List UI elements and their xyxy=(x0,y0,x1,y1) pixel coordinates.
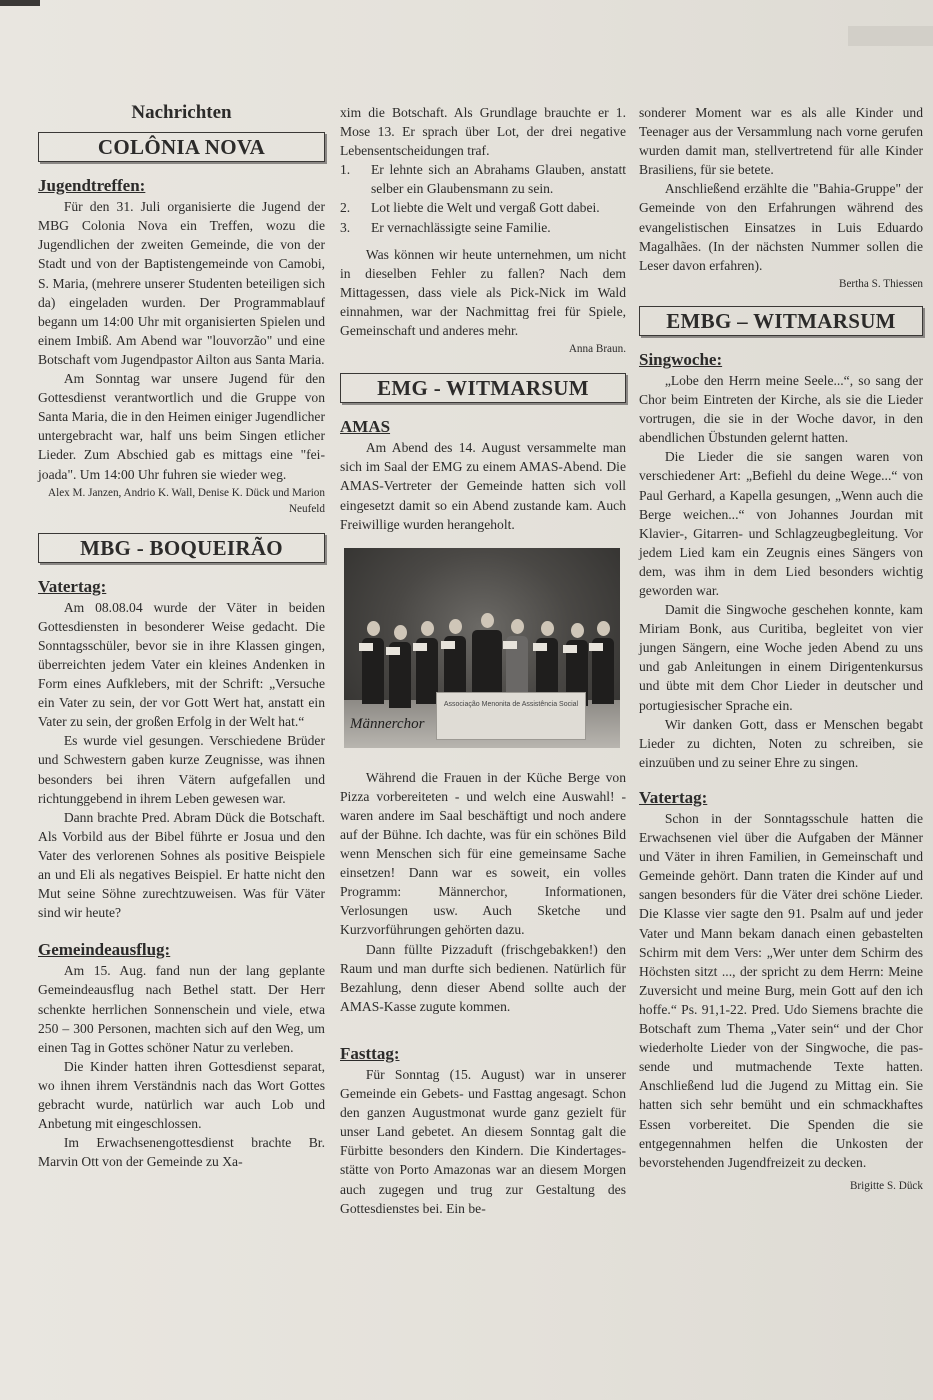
page-edge-mark xyxy=(0,0,40,6)
photo-person xyxy=(416,621,438,704)
paragraph: Am 08.08.04 wurde der Väter in beiden Gottesdiensten in besonderer Weise gedacht. Die Sonntagsschüler, bevor sie in ihre Klassen gingen, überreichten jedem Vater ein kleines Andenken in Form eines Aufklebers, mit der Schrift: „Versuche ein Vater zu sein, der vor Gott Wert hat, anstatt ein Vater zu sein, der großen Erfolg in der Welt hat.“ xyxy=(38,599,325,730)
paragraph: Schon in der Sonntagsschule hatten die Erwachsenen viel über die Aufgaben der Männer und Väter in ihren Familien, in Gemeinschaft und Gemeinde gehört. Dann traten die Kinder auf und sangen besonders für die Väter drei schöne Lieder. Die Klasse vier sagte den 91. Psalm auf und jeder Vater und Mann bekam danach einen gebastelten Schirm mit dem Vers: „Wer unter dem Schirm des Höchsten sitzt ..., der spricht zu dem Herrn: Meine Zuversicht und meine Burg, mein Gott auf den ich hoffe.“ Ps. 91,1-22. Pred. Udo Siemens brachte die Botschaft zum Thema „Vater sein“ und der Chor wiederholte Lieder von der Singwoche, die passende und mutmachende Texte hatten. Anschließend lud die Jugend zu Mittag ein. Sie hatten sich sehr bemüht und ein schmackhaftes Essen vorbereitet. Die Spenden die sie entgegennahmen helfen die Unkosten der bevorstehenden Jugendfreizeit zu decken. xyxy=(639,811,923,1170)
paragraph: Anschließend erzählte die "Bahia-Gruppe" der Gemeinde von den Erfahrungen während des evangelistischen Einsatzes in Luis Eduardo Magalhães. (In der nächsten Nummer sollen die Leser davon erfahren). xyxy=(639,181,923,273)
spacer xyxy=(38,922,325,934)
boxed-heading-colonia-nova: COLÔNIA NOVA xyxy=(38,132,325,162)
spacer xyxy=(340,357,626,373)
column-3 xyxy=(639,103,923,1194)
spacer xyxy=(38,517,325,533)
photo-person xyxy=(506,619,528,702)
signature: Brigitte S. Dück xyxy=(849,1179,923,1192)
spacer xyxy=(639,292,923,306)
paragraph: Was können wir heute unternehmen, um nicht in dieselben Fehler zu fallen? Nach dem Mittagessen, dass viele als Pick-Nick im Wald einnahmen, war der Nachmittag frei für Spiele, Gemeinschaft und anderes mehr. xyxy=(340,246,626,339)
page-corner-shade xyxy=(848,26,933,46)
paragraph: Am Sonntag war unsere Jugend für den Gottesdienst verantwortlich und die Gruppe von Santa Maria, die in den Heimen einiger Jugendlicher untergebracht war, half uns beim Singen etlicher Lieder. Zum Abschied gab es mittags eine "feijoada". Um 14:00 Uhr fuhren sie wieder weg. xyxy=(38,371,325,482)
boxed-heading-boqueirao: MBG - BOQUEIRÃO xyxy=(38,533,325,563)
paragraph: Wir danken Gott, dass er Menschen begabt Lieder zu dichten, Noten zu schreiben, sie einzuüben und zu seiner Ehre zu singen. xyxy=(639,716,923,770)
signature: Bertha S. Thiessen xyxy=(839,277,923,290)
paragraph: „Lobe den Herrn meine Seele...“, so sang der Chor beim Eintreten der Kirche, als sie die Lieder vortrugen, die sie in der Woche davor, in den abendlichen Übstunden gelernt hatten. xyxy=(639,372,923,446)
list-item: 2. Lot liebte die Welt und vergaß Gott dabei. xyxy=(340,200,600,216)
photo-conductor xyxy=(472,613,502,704)
paragraph: Während die Frauen in der Küche Berge von Pizza vorbereiteten - und welch eine Auswahl! - waren andere im Saal beschäftigt und noch andere auf der Bühne. Ich dachte, was für ein schönes Bild wenn Menschen sich für eine gemeinsame Sache einsetzen! Dann war es soweit, ein volles Programm: Männerchor, Informationen, Verlosungen usw. Auch Sketche und Kurzvorführungen gehörten dazu. xyxy=(340,769,626,938)
paragraph: Am Abend des 14. August versammelte man sich im Saal der EMG zu einem AMAS-Abend. Die AMAS-Vertreter der Gemeinde hatten sich voll eingesetzt damit so ein Abend zustande kam. Auch Freiwillige wurden herangeholt. xyxy=(340,440,626,532)
photo-person xyxy=(389,625,411,708)
paragraph: Es wurde viel gesungen. Verschiedene Brüder und Schwestern gaben kurze Zeugnisse, was ihnen besonders bei ihren Vätern aufgefallen und richtunggebend in ihrem Leben gewesen war. xyxy=(38,733,325,806)
signature: Alex M. Janzen, Andrio K. Wall, Denise K. Dück und Marion Neufeld xyxy=(48,486,325,515)
paragraph: Am 15. Aug. fand nun der lang geplante Gemeindeausflug nach Bethel statt. Der Herr schenkte herrlichen Sonnenschein und viele, etwa 250 – 300 Personen, machten sich auf den Weg, um einen Tag in Gottes schöner Natur zu verleben. xyxy=(38,963,325,1055)
photo-maennerchor xyxy=(344,548,620,748)
paragraph: Damit die Singwoche geschehen konnte, kam Miriam Bonk, aus Curitiba, begleitet von vier jungen Sängern, eine Woche jeden Abend zu uns und gab Anleitungen in einem Dirigentenkursus und übte mit dem Chor Lieder in deutscher und portugiesischer Sprache ein. xyxy=(639,602,923,713)
numbered-list xyxy=(340,160,626,236)
subheading-vatertag: Vatertag: xyxy=(38,576,107,596)
photo-caption: Männerchor xyxy=(350,715,425,732)
paragraph: Dann füllte Pizzaduft (frischgebakken!) den Raum und man durfte sich bedienen. Natürlich für Bezahlung, denn dieser Abend sollte auch der AMAS-Kasse zugute kommen. xyxy=(340,941,626,1014)
paragraph: Die Kinder hatten ihren Gottesdienst separat, wo ihnen ihrem Verständnis nach das Wort Gottes gebracht wurde, natürlich war auch Lob und Anbetung mit eingeschlossen. xyxy=(38,1058,325,1132)
spacer xyxy=(639,772,923,782)
list-item: 3. Er vernachlässigte seine Familie. xyxy=(340,219,551,235)
boxed-heading-embg-witmarsum: EMBG – WITMARSUM xyxy=(639,306,923,336)
subheading-fasttag: Fasttag: xyxy=(340,1043,400,1063)
photo-person xyxy=(444,619,466,702)
photo-person xyxy=(592,621,614,704)
boxed-heading-emg-witmarsum: EMG - WITMARSUM xyxy=(340,373,626,403)
spacer xyxy=(340,237,626,245)
subheading-singwoche: Singwoche: xyxy=(639,349,723,369)
subheading-jugendtreffen: Jugendtreffen: xyxy=(38,176,146,196)
paragraph: Für den 31. Juli organisierte die Jugend der MBG Colonia Nova ein Treffen, wozu die Jugendlichen der zweiten Gemeinde, die von der Stadt und von der Baptistengemeinde von Camobi, S. Maria, (mehrere unserer Studenten beteiligen sich da) eingeladen wurden. Der Programmablauf begann um 14:00 Uhr mit organisierten Spielen und einem Imbiß. Am Abend war "louvorzão" und eine Botschaft vom Jugendpastor Ailton aus Santa Maria. xyxy=(38,199,325,367)
subheading-amas: AMAS xyxy=(340,417,391,437)
paragraph: xim die Botschaft. Als Grundlage brauchte er 1. Mose 13. Er sprach über Lot, der drei negative Lebensentscheidungen traf. xyxy=(340,105,626,159)
subheading-vatertag-2: Vatertag: xyxy=(639,787,708,807)
column-1 xyxy=(38,100,325,1171)
section-heading: Nachrichten xyxy=(131,102,232,123)
paragraph: Die Lieder die sie sangen waren von verschiedener Art: „Befiehl du deine Wege...“ von Paul Gerhard, a Kapella gesungen, „Wenn auch die Berge weichen...“ von Johannes Jourdan mit Klavier-, Gitarren- und Schlagzeugbegleitung. Vor jedem Lied kam ein Zeugnis eines Sängers von dem, was ihm in dem Lied besonders wichtig geworden war. xyxy=(639,449,923,598)
paragraph: Im Erwachsenengottesdienst brachte Br. Marvin Ott von der Gemeinde zu Xa- xyxy=(38,1135,325,1170)
list-item: 1. Er lehnte sich an Abrahams Glauben, anstatt selber ein Glaubensmann zu sein. xyxy=(340,162,626,197)
column-2 xyxy=(340,103,626,1218)
photo-banner: Associação Menonita de Assistência Social xyxy=(436,692,586,740)
paragraph: Dann brachte Pred. Abram Dück die Botschaft. Als Vorbild aus der Bibel führte er Josua und den Vater des verlorenen Sohnes als positive Beispiele an und Eli als negatives Beispiel. Er hatte nicht den Mut seine Söhne zurechtzuweisen. Was für Väter sind wir heute? xyxy=(38,809,325,921)
signature: Anna Braun. xyxy=(568,343,626,356)
paragraph: Für Sonntag (15. August) war in unserer Gemeinde ein Gebets- und Fasttag angesagt. Schon den ganzen Augustmonat wurde ganz gezielt für unser Land gebetet. An diesem Sonntag galt die Fürbitte besonders den Kindern. Die Kindertagesstätte von Porto Amazonas war an diesem Morgen auch zugegen und trug zur Gestaltung des Gottesdienstes bei. Ein be- xyxy=(340,1067,626,1216)
spacer xyxy=(340,1016,626,1038)
photo-person xyxy=(362,621,384,704)
subheading-gemeindeausflug: Gemeindeausflug: xyxy=(38,940,171,960)
paragraph: sonderer Moment war es als alle Kinder und Teenager aus der Versammlung nach vorne gerufen wurden damit man, stellvertretend für alle Kinder Brasiliens, für sie betete. xyxy=(639,105,923,178)
